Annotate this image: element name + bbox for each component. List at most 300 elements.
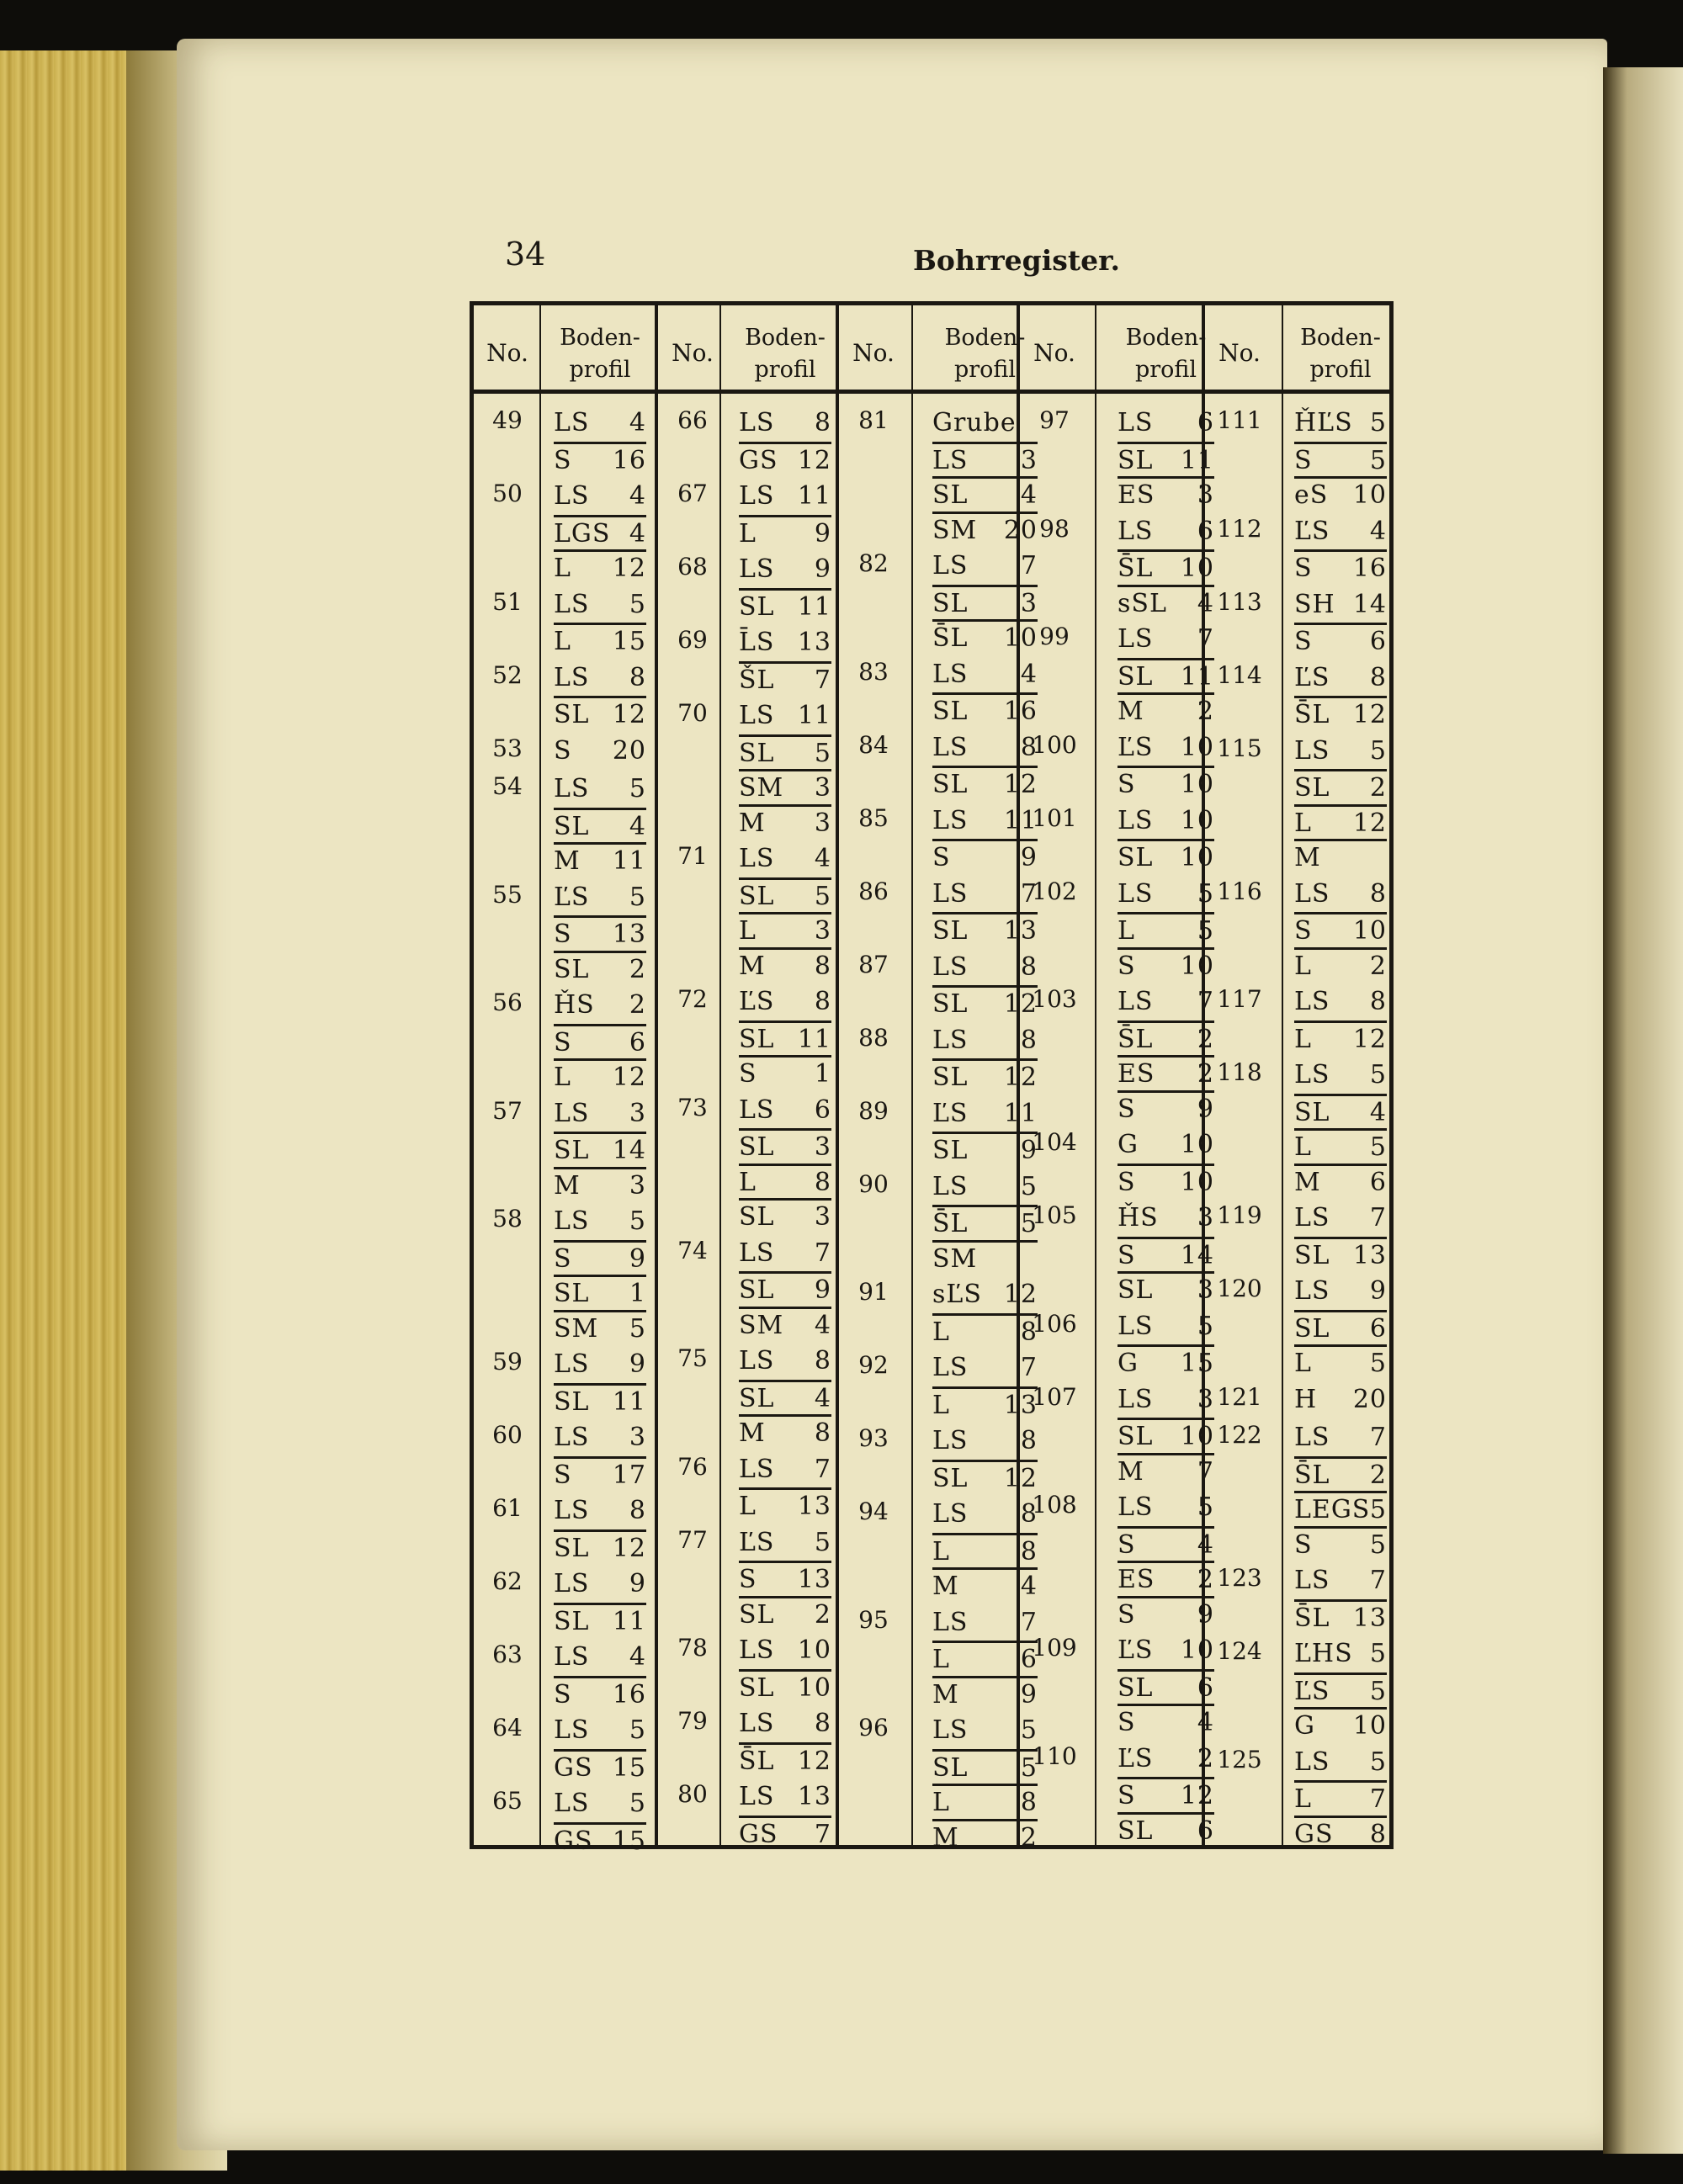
layer-depth: 6: [1197, 516, 1214, 546]
profile-layer: [1118, 1634, 1214, 1667]
soil-code: S: [1118, 770, 1136, 799]
soil-code: ĽHS: [1294, 1639, 1353, 1668]
profile-layer: [1118, 1310, 1214, 1344]
profile-layer: [932, 1784, 1038, 1820]
profile-layer: [932, 549, 1038, 583]
profile-layer: [1118, 912, 1214, 948]
soil-code: M: [932, 1679, 959, 1710]
header-boden-profil: [1294, 322, 1387, 386]
soil-code: M: [739, 951, 766, 981]
profile-layer: [1118, 658, 1214, 694]
header-profile-line: profil: [953, 357, 1017, 383]
profile-layer: [1118, 839, 1214, 875]
layer-depth: 2: [1020, 1822, 1038, 1853]
entry-number: 79: [677, 1707, 708, 1735]
entry-number: 74: [677, 1236, 708, 1264]
layer-depth: 7: [1020, 551, 1038, 580]
soil-code: L̄S: [739, 628, 775, 657]
profile-layer: [739, 1020, 831, 1057]
soil-code: GS: [739, 1819, 778, 1849]
soil-code: SL: [739, 591, 775, 622]
entry-number: 95: [858, 1605, 889, 1634]
entry-number: 97: [1039, 406, 1070, 434]
running-head: Bohrregister.: [913, 244, 1120, 277]
layer-depth: 9: [1020, 1679, 1038, 1710]
entry-number: 51: [492, 587, 523, 616]
soil-code: M: [932, 1572, 959, 1601]
profile-layer: [739, 1307, 831, 1343]
entry-number: 73: [677, 1093, 708, 1121]
soil-code: S: [1118, 1781, 1136, 1810]
soil-code: ES: [1118, 1059, 1155, 1089]
soil-code: LS: [554, 1569, 590, 1598]
layer-depth: 5: [1369, 1349, 1387, 1378]
profile-layer: [1118, 1742, 1214, 1776]
soil-code: S: [554, 445, 572, 475]
profile-layer: [739, 1164, 831, 1200]
profile-layer: [739, 1780, 831, 1814]
entry-number: 55: [492, 880, 523, 909]
layer-depth: 2: [1197, 697, 1214, 726]
soil-code: LS: [932, 1607, 969, 1637]
soil-code: LS: [554, 1789, 590, 1818]
soil-code: SL: [932, 697, 969, 726]
soil-code: L: [739, 916, 757, 946]
soil-code: S: [554, 1460, 572, 1490]
layer-depth: 10: [1180, 1422, 1214, 1451]
layer-depth: 5: [1369, 1529, 1387, 1560]
layer-depth: 7: [1369, 1566, 1387, 1595]
soil-code: SL: [1294, 1097, 1330, 1127]
soil-code: ȞĽS: [1294, 408, 1353, 437]
entry-number: 83: [858, 657, 889, 686]
profile-layer: [932, 692, 1038, 729]
profile-layer: [1118, 877, 1214, 911]
profile-layer: [932, 1240, 1038, 1276]
profile-layer: [1118, 1128, 1214, 1162]
header-boden-profil: [739, 322, 831, 386]
soil-code: S: [1118, 1599, 1136, 1630]
profile-layer: [1294, 406, 1387, 440]
profile-layer: [1118, 766, 1214, 802]
profile-layer: [932, 951, 1038, 984]
entry-number: 94: [858, 1498, 889, 1525]
layer-depth: 16: [1003, 697, 1038, 726]
soil-code: SM: [739, 1310, 784, 1340]
soil-code: SL: [932, 770, 969, 799]
layer-depth: 4: [814, 1310, 831, 1340]
entry-number: 98: [1039, 514, 1070, 543]
entry-number: 49: [492, 406, 523, 434]
layer-depth: 8: [1020, 1317, 1038, 1347]
profile-layer: [1294, 734, 1387, 768]
profile-layer: [932, 1351, 1038, 1385]
layer-depth: 5: [814, 881, 831, 911]
layer-depth: 8: [1020, 1499, 1038, 1529]
entry-number: 111: [1217, 406, 1262, 434]
soil-code: G: [1118, 1130, 1139, 1159]
profile-layer: [932, 1533, 1038, 1569]
entry-number: 122: [1217, 1421, 1262, 1449]
profile-layer: [1294, 1526, 1387, 1562]
soil-code: LS: [1294, 1276, 1330, 1306]
entry-number: 60: [492, 1421, 523, 1449]
profile-layer: [554, 480, 646, 513]
soil-code: SL: [1294, 1313, 1330, 1344]
layer-depth: 7: [1197, 1456, 1214, 1487]
profile-layer: [554, 1348, 646, 1381]
soil-code: S̄L: [1118, 1024, 1154, 1054]
layer-depth: 2: [1369, 1460, 1387, 1490]
layer-depth: 12: [797, 445, 831, 475]
header-no: No.: [486, 339, 528, 367]
profile-layer: [554, 734, 646, 768]
layer-depth: 12: [797, 1746, 831, 1776]
layer-depth: 10: [1352, 480, 1387, 510]
layer-depth: 3: [814, 808, 831, 838]
soil-code: LS: [1294, 1060, 1330, 1089]
entry-number: 78: [677, 1634, 708, 1662]
entry-number: 88: [858, 1023, 889, 1052]
layer-depth: 16: [612, 445, 646, 475]
entry-number: 56: [492, 989, 523, 1016]
layer-depth: 11: [1180, 445, 1214, 475]
soil-code: SL: [932, 1063, 969, 1092]
layer-depth: 8: [1369, 987, 1387, 1016]
soil-code: sĽS: [932, 1280, 982, 1309]
profile-layer: [1118, 623, 1214, 656]
soil-code: LS: [554, 662, 590, 692]
layer-depth: 7: [814, 1238, 831, 1268]
profile-layer: [932, 1606, 1038, 1640]
profile-layer: [739, 1816, 831, 1852]
soil-code: LS: [554, 589, 590, 619]
profile-layer: [932, 619, 1038, 655]
profile-layer: [1294, 912, 1387, 948]
profile-layer: [932, 766, 1038, 802]
profile-layer: [554, 1787, 646, 1821]
profile-layer: [932, 512, 1038, 548]
profile-layer: [932, 1386, 1038, 1423]
profile-layer: [554, 406, 646, 440]
layer-depth: 8: [814, 951, 831, 981]
profile-layer: [739, 442, 831, 478]
profile-layer: [554, 1205, 646, 1238]
profile-layer: [739, 406, 831, 440]
layer-depth: 7: [814, 1454, 831, 1484]
soil-code: LS: [554, 1423, 590, 1452]
soil-code: S: [554, 1027, 572, 1058]
soil-code: S: [554, 1679, 572, 1710]
layer-depth: 5: [1369, 1060, 1387, 1089]
entry-number: 100: [1032, 730, 1077, 759]
layer-depth: 10: [1180, 843, 1214, 872]
entry-number: 63: [492, 1641, 523, 1668]
profile-layer: [739, 947, 831, 983]
layer-depth: 10: [1180, 732, 1214, 762]
layer-depth: 5: [1369, 445, 1387, 475]
layer-depth: 3: [1197, 1203, 1214, 1232]
profile-layer: [1294, 1058, 1387, 1092]
profile-layer: [739, 1596, 831, 1632]
layer-depth: 15: [612, 1826, 646, 1856]
entry-number: 121: [1217, 1382, 1262, 1411]
soil-code: M: [1118, 1456, 1144, 1487]
profile-layer: [739, 1669, 831, 1705]
soil-code: S: [554, 1243, 572, 1274]
layer-depth: 11: [1180, 661, 1214, 692]
entry-number: 107: [1032, 1382, 1077, 1411]
profile-layer: [932, 1676, 1038, 1712]
entry-number: 123: [1217, 1564, 1262, 1592]
profile-layer: [1118, 1418, 1214, 1454]
profile-layer: [554, 1822, 646, 1858]
layer-depth: 8: [1020, 952, 1038, 982]
layer-depth: 5: [629, 1313, 646, 1344]
profile-layer: [739, 734, 831, 771]
profile-layer: [554, 1421, 646, 1455]
entry-number: 91: [858, 1278, 889, 1306]
column-rule: [911, 305, 913, 1845]
soil-code: L: [932, 1788, 950, 1817]
header-no: No.: [672, 339, 714, 367]
layer-depth: 12: [1003, 770, 1038, 799]
layer-depth: 5: [1020, 1752, 1038, 1783]
soil-code: LGS: [554, 518, 611, 549]
layer-depth: 16: [1352, 554, 1387, 583]
profile-layer: [1294, 1020, 1387, 1057]
profile-layer: [932, 1641, 1038, 1677]
entry-number: 114: [1217, 660, 1262, 689]
profile-layer: [739, 553, 831, 586]
profile-layer: [1294, 1491, 1387, 1527]
soil-code: ĽS: [1294, 662, 1330, 692]
entry-number: 117: [1217, 985, 1262, 1013]
profile-layer: [1294, 1275, 1387, 1308]
soil-code: LS: [932, 1715, 969, 1745]
soil-code: ES: [1118, 1565, 1155, 1594]
layer-depth: 2: [814, 1599, 831, 1630]
column-rule: [1282, 305, 1283, 1845]
soil-code: LS: [1294, 987, 1330, 1016]
entry-number: 76: [677, 1452, 708, 1481]
entry-number: 96: [858, 1714, 889, 1741]
profile-layer: [932, 731, 1038, 765]
soil-code: SL: [554, 1533, 590, 1563]
layer-depth: 5: [1020, 1209, 1038, 1238]
soil-code: L: [739, 1167, 757, 1197]
profile-layer: [1294, 588, 1387, 622]
layer-depth: 5: [1369, 1132, 1387, 1162]
entry-number: 84: [858, 730, 889, 759]
layer-depth: 12: [612, 1063, 646, 1092]
soil-code: SL: [932, 916, 969, 946]
soil-code: LEGS: [1294, 1495, 1371, 1524]
soil-code: S: [1294, 916, 1313, 946]
profile-layer: [932, 912, 1038, 948]
layer-depth: 12: [612, 1533, 646, 1563]
profile-layer: [1118, 1596, 1214, 1632]
soil-code: GS: [1294, 1819, 1334, 1849]
layer-depth: 10: [797, 1672, 831, 1703]
profile-layer: [739, 1128, 831, 1164]
soil-code: LS: [932, 659, 969, 689]
column-rule: [539, 305, 541, 1845]
layer-depth: 5: [1020, 1171, 1038, 1201]
profile-layer: [739, 1707, 831, 1741]
soil-code: SL: [1118, 1816, 1154, 1846]
soil-code: SL: [932, 480, 969, 510]
profile-layer: [1118, 1453, 1214, 1489]
layer-depth: 12: [612, 554, 646, 583]
entry-number: 93: [858, 1424, 889, 1452]
entry-number: 87: [858, 950, 889, 978]
profile-layer: [1294, 696, 1387, 732]
soil-code: LS: [554, 408, 590, 437]
layer-depth: 7: [814, 1819, 831, 1849]
profile-layer: [554, 1529, 646, 1566]
profile-layer: [739, 1453, 831, 1487]
layer-depth: 11: [612, 846, 646, 876]
profile-layer: [554, 1132, 646, 1168]
layer-depth: 9: [814, 518, 831, 549]
soil-code: S̄L: [1294, 700, 1330, 729]
profile-layer: [932, 585, 1038, 621]
soil-code: LS: [1294, 1423, 1330, 1452]
profile-layer: [554, 1714, 646, 1747]
soil-code: ĽS: [554, 882, 590, 912]
header-profile-line: profil: [569, 357, 631, 383]
layer-depth: 4: [1197, 1708, 1214, 1737]
layer-depth: 8: [1020, 1788, 1038, 1817]
profile-layer: [1294, 1637, 1387, 1671]
soil-code: L: [932, 1317, 950, 1347]
profile-layer: [1118, 1491, 1214, 1524]
soil-code: LS: [739, 1782, 775, 1811]
layer-depth: 5: [1197, 1311, 1214, 1341]
soil-code: LS: [1118, 624, 1154, 654]
profile-layer: [739, 912, 831, 948]
soil-code: SL: [932, 1136, 969, 1165]
layer-depth: 15: [612, 627, 646, 656]
layer-depth: 13: [797, 628, 831, 657]
header-profile-line: Boden-: [1300, 325, 1381, 351]
layer-depth: 1: [814, 1059, 831, 1089]
soil-code: S: [1118, 951, 1136, 981]
profile-layer: [932, 1205, 1038, 1241]
profile-layer: [1118, 692, 1214, 729]
soil-code: S: [739, 1565, 757, 1594]
header-profile-line: profil: [1309, 357, 1372, 383]
layer-depth: 2: [1369, 951, 1387, 981]
layer-depth: 14: [1180, 1240, 1214, 1270]
profile-layer: [932, 1819, 1038, 1855]
profile-layer: [1118, 1344, 1214, 1381]
entry-number: 89: [858, 1096, 889, 1125]
soil-code: S̄L: [1294, 1460, 1330, 1490]
profile-layer: [1294, 1310, 1387, 1346]
profile-layer: [739, 1055, 831, 1091]
layer-depth: 4: [1369, 1097, 1387, 1127]
layer-depth: 8: [814, 1167, 831, 1197]
profile-layer: [932, 476, 1038, 512]
profile-layer: [932, 1567, 1038, 1604]
layer-depth: 4: [1197, 1529, 1214, 1560]
layer-depth: 13: [612, 920, 646, 949]
layer-depth: 2: [1197, 1059, 1214, 1089]
soil-code: LS: [932, 878, 969, 909]
profile-layer: [739, 1561, 831, 1597]
layer-depth: 11: [612, 1606, 646, 1636]
soil-code: SL: [554, 954, 590, 984]
soil-code: LS: [739, 1238, 775, 1268]
layer-depth: 5: [629, 1789, 646, 1818]
layer-depth: 4: [814, 1383, 831, 1413]
profile-layer: [739, 515, 831, 551]
profile-layer: [1294, 769, 1387, 805]
layer-depth: 11: [797, 481, 831, 511]
layer-depth: 4: [1020, 1572, 1038, 1601]
profile-layer: [1294, 1707, 1387, 1743]
layer-depth: 7: [1369, 1203, 1387, 1232]
soil-code: LS: [1294, 1566, 1330, 1595]
entry-number: 58: [492, 1205, 523, 1232]
header-boden-profil: [1118, 322, 1214, 386]
header-profile-line: Boden-: [745, 325, 826, 351]
soil-code: L: [739, 1492, 757, 1521]
profile-layer: [1294, 1599, 1387, 1635]
profile-layer: [932, 877, 1038, 911]
layer-depth: 2: [1197, 1024, 1214, 1054]
profile-layer: [932, 1132, 1038, 1168]
entry-number: 82: [858, 549, 889, 577]
column-rule: [719, 305, 721, 1845]
profile-layer: [1118, 1704, 1214, 1740]
layer-depth: 10: [1180, 805, 1214, 835]
layer-depth: 6: [1197, 1672, 1214, 1703]
layer-depth: 4: [1369, 516, 1387, 546]
layer-depth: 6: [1197, 408, 1214, 437]
layer-depth: 1: [629, 1279, 646, 1308]
soil-code: LS: [554, 1715, 590, 1745]
soil-code: LS: [739, 1454, 775, 1484]
soil-code: LS: [932, 1499, 969, 1529]
profile-layer: [1294, 1344, 1387, 1381]
profile-layer: [554, 1240, 646, 1276]
soil-code: LS: [739, 1346, 775, 1376]
layer-depth: 20: [612, 735, 646, 766]
layer-depth: 9: [629, 1349, 646, 1379]
profile-layer: [1118, 1237, 1214, 1273]
soil-code: M: [554, 846, 581, 876]
soil-code: ĽS: [739, 987, 775, 1016]
layer-depth: 10: [797, 1635, 831, 1665]
layer-depth: 2: [1197, 1743, 1214, 1773]
soil-code: SL: [932, 1463, 969, 1493]
profile-layer: [1294, 442, 1387, 478]
entry-number: 80: [677, 1780, 708, 1808]
profile-layer: [739, 588, 831, 624]
profile-layer: [739, 1380, 831, 1416]
layer-depth: 6: [1020, 1645, 1038, 1674]
entry-number: 64: [492, 1714, 523, 1741]
entry-number: 59: [492, 1348, 523, 1376]
profile-layer: [1118, 442, 1214, 478]
soil-code: LS: [932, 1353, 969, 1382]
entry-number: 116: [1217, 877, 1262, 905]
entry-number: 112: [1217, 514, 1262, 543]
soil-code: SL: [739, 1202, 775, 1232]
